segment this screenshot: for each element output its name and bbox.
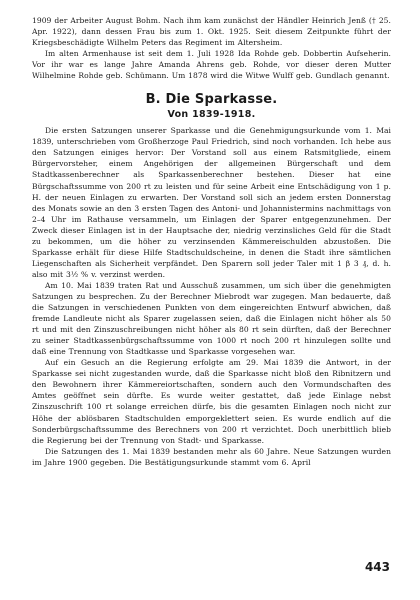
intro-paragraph-1: 1909 der Arbeiter August Bohm. Nach ihm kam zunächst der Händler Heinrich Jenß († 25. Apr. 1922), dann dessen Frau bis zum 1. Okt. 1925. Seit diesem Zeitpunkte führt der Kriegsbeschädigte Wilhelm Peters das Regiment im Altersheim. bbox=[32, 16, 391, 48]
body-paragraph-2: Am 10. Mai 1839 traten Rat und Ausschuß zusammen, um sich über die genehmigten Satzungen zu besprechen. Zu der Berechner Miebrodt war zugegen. Man bedauerte, daß die Satzungen in verschiedenen Punkten von dem eingereichten Entwurf abwichen, daß fremde Landleute nicht als Sparer zugelassen seien, daß die Einlagen nicht höher als 50 rt und mit den Zinszuschreibungen nicht höher als 80 rt sein dürften, daß der Berechner zu seiner Stadtkassenbürgschaftssumme von 1000 rt noch 200 rt hinzulegen sollte und daß eine Trennung von Stadtkasse und Sparkasse vorgesehen war. bbox=[32, 280, 391, 357]
section-heading: B. Die Sparkasse. bbox=[145, 92, 278, 108]
page-number: 443 bbox=[364, 560, 390, 574]
section-subheading: Von 1839-1918. bbox=[167, 109, 256, 121]
body-paragraph-3: Auf ein Gesuch an die Regierung erfolgte am 29. Mai 1839 die Antwort, in der Sparkasse sei nicht zugestanden wurde, daß die Sparkasse nicht bloß den Ribnitzern und den Bewohnern ihrer Kämmereiortschaften, sondern auch den Vormundschaften des Amtes geöffnet sein dürfte. Es wurde weiter gestattet, daß jede Einlage nebst Zinszuschrift 100 rt solange erreichen dürfe, bis die gesamten Einlagen noch nicht zur Höhe der ablösbaren Stadtschulden emporgeklettert seien. Es wurde endlich auf die Sonderbürgschaftssumme des Berechners von 200 rt verzichtet. Doch unerbittlich blieb die Regierung bei der Trennung von Stadt- und Sparkasse. bbox=[32, 358, 391, 445]
body-paragraph-1: Die ersten Satzungen unserer Sparkasse und die Genehmigungsurkunde vom 1. Mai 1839, unterschrieben vom Großherzoge Paul Friedrich, sind noch vorhanden. Ich hebe aus den Satzungen einiges hervor: Der Vorstand soll aus einem Ratsmitgliede, einem Bürgervorsteher, einem Angehörigen der allgemeinen Bürgerschaft und dem Stadtkassenberechner als Sparkassenberechner bestehen. Dieser hat eine Bürgschaftssumme von 200 rt zu leisten und für seine Arbeit eine Entschädigung von 1 p. H. der neuen Einlagen zu erwarten. Der Vorstand soll sich an jedem ersten Donnerstag des Monats sowie an den 3 ersten Tagen des Antoni- und Johannistermins nachmittags von 2–4 Uhr im Rathause versammeln, um Einlagen der Sparer entgegenzunehmen. Der Zweck dieser Einlagen ist in der Hauptsache der, niedrig verzinsliches Geld für die Stadt zu bekommen, um die höher zu verzinsenden Kämmereischulden abzustoßen. Die Sparkasse erhält für diese Hilfe Stadtschuldscheine, in denen die Stadt ihre sämtlichen Liegenschaften als Sicherheit verpfändet. Den Sparern soll jeder Taler mit 1 β 3 ₰, d. h. also mit 3½ % v. verzinst werden. bbox=[32, 126, 391, 279]
intro-paragraph-2: Im alten Armenhause ist seit dem 1. Juli 1928 Ida Rohde geb. Dobbertin Aufseherin. Vor ihr war es lange Jahre Amanda Ahrens geb. Rohde, vor dieser deren Mutter Wilhelmine Rohde geb. Schümann. Um 1878 wird die Witwe Wulff geb. Gundlach genannt. bbox=[32, 49, 391, 81]
body-paragraph-4: Die Satzungen des 1. Mai 1839 bestanden mehr als 60 Jahre. Neue Satzungen wurden im Jahre 1900 gegeben. Die Bestätigungsurkunde stammt vom 6. April bbox=[32, 446, 391, 467]
